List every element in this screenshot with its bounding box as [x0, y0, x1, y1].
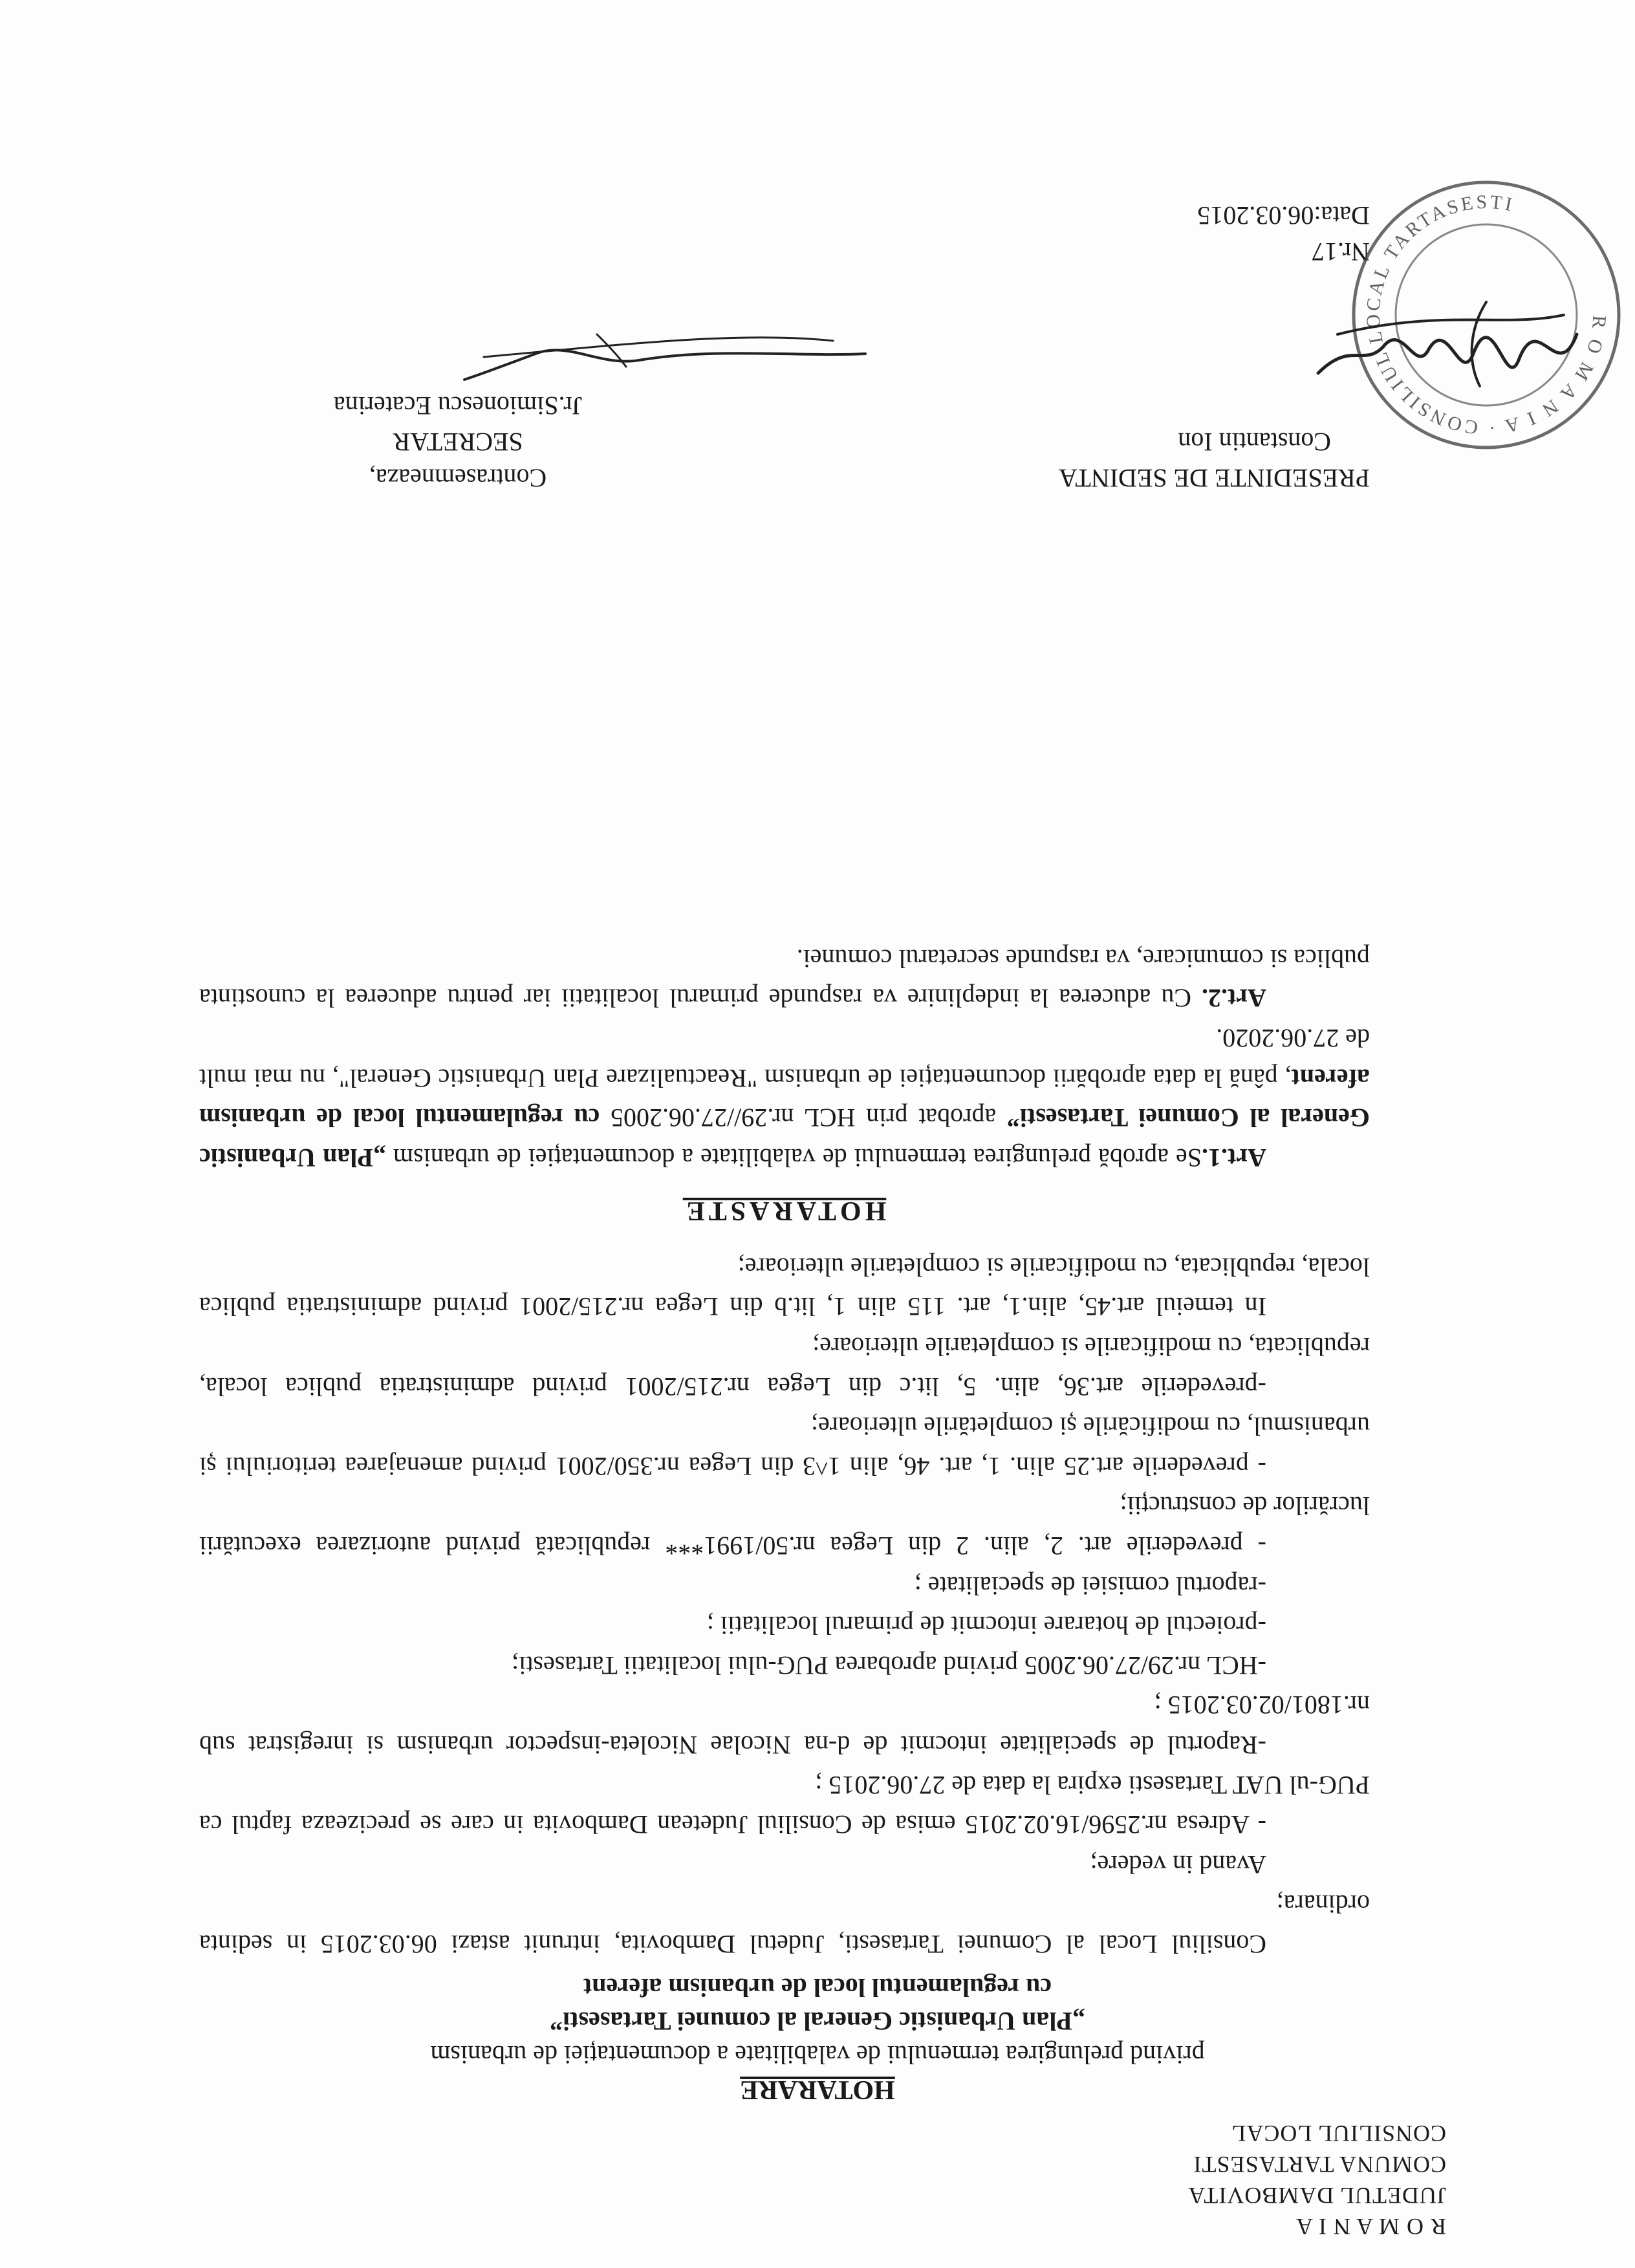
considerant-item: -HCL nr.29/27.06.2005 privind aprobarea PUG-ului localitatii Tartasesti;: [512, 1650, 1266, 1680]
considerant-item: - Adresa nr.2596/16.02.2015 emisa de Consiliul Judetean Dambovita in care se precizeaza faptul ca PUG-ul UAT Tartasesti expira la data de 27.06.2015 ;: [199, 1770, 1370, 1840]
president-signature: [1059, 424, 1370, 496]
article-1-text-c: , până la data aprobării documentației de urbanism "Reactualizare Plan Urbanistic General", nu mai mult de 27.06.2020.: [199, 1023, 1370, 1093]
secretary-signature: [290, 387, 626, 496]
secretary-handwritten-signature: [458, 315, 872, 393]
legal-basis: In temeiul art.45, alin.1, art. 115 alin 1, lit.b din Legea nr.215/2001 privind administratia publica locala, republicata, cu modificarile si completarile ulterioare;: [199, 1252, 1370, 1322]
header-country: R O M A N I A: [1295, 2214, 1446, 2240]
article-2: [199, 938, 1370, 1018]
considerant-item: -proiectul de hotarare intocmit de primarul localitatii ;: [706, 1611, 1266, 1641]
header-council: CONSILIUL LOCAL: [1231, 2121, 1446, 2146]
considerant-item: -raportul comisiei de specialitate ;: [914, 1571, 1266, 1601]
article-1-plan-name: „Plan Urbanistic General al Comunei Tartasesti”: [199, 1103, 1370, 1172]
countersign-label: Contrasemneaza,: [369, 464, 547, 493]
article-1-regulation: cu regulamentul local de urbanism aferent: [199, 1063, 1370, 1133]
president-name: Constantin Ion: [1178, 427, 1331, 457]
considerant-item: -Raportul de specialitate intocmit de d-na Nicolae Nicoleta-inspector urbanism si inregistrat sub nr.1801/02.03.2015 ;: [199, 1690, 1370, 1760]
decision-title-block: [0, 1971, 1635, 2106]
considerant-item: -prevederile art.36, alin. 5, lit.c din Legea nr.215/2001 privind administratia publica locala, republicata, cu modificarile si completarile ulterioare;: [199, 1332, 1370, 1401]
secretary-name: Jr.Simionescu Ecaterina: [333, 391, 583, 420]
considerant-item: - prevederile art.25 alin. 1, art. 46, alin 1^3 din Legea nr.350/2001 privind amenajarea teritoriului și urbanismul, cu modificările și completările ulterioare;: [199, 1412, 1370, 1481]
stamp-ring-text: R O M A N I A · CONSILIUL LOCAL TARTASESTI: [1362, 191, 1610, 439]
article-2-text: Cu aducerea la indeplinire va raspunde primarul localitatii iar pentru aducerea la cunostinta publica si comunicare, va raspunde secretarul comunei.: [199, 944, 1370, 1013]
header-county: JUDETUL DAMBOVITA: [1187, 2183, 1446, 2209]
registration-number: Nr.17: [1312, 237, 1370, 266]
article-1-label: Art.1.: [1202, 1143, 1266, 1172]
article-1-text-a: Se aprobă prelungirea termenului de valabilitate a documentației de urbanism: [385, 1143, 1202, 1172]
considerant-item: - prevederile art. 2, alin. 2 din Legea nr.50/1991*** republicată privind autorizarea executării lucrărilor de construcții;: [199, 1491, 1370, 1561]
decision-subject-line2: „Plan Urbanistic General al comunei Tartasesti”: [550, 2007, 1085, 2036]
article-2-label: Art.2.: [1202, 984, 1266, 1013]
article-1: [199, 1018, 1370, 1177]
registration-date: Data:06.03.2015: [1197, 201, 1370, 230]
decision-body: [199, 938, 1370, 1964]
institution-header: [1187, 2118, 1446, 2242]
decision-heading: HOTARARE: [740, 2075, 895, 2104]
article-1-text-b: aprobat prin HCL nr.29//27.06.2005: [600, 1103, 1007, 1133]
decision-subject-line1: privind prelungirea termenului de valabilitate a documentației de urbanism: [430, 2040, 1205, 2069]
president-title: PRESEDINTE DE SEDINTA: [1058, 464, 1370, 493]
intro-paragraph: Consiliul Local al Comunei Tartasesti, Judetul Dambovita, intrunit astazi 06.03.2015 in sedinta ordinara;: [199, 1890, 1370, 1959]
decision-subject-line3: cu regulamentul local de urbanism aferent: [583, 1973, 1052, 2002]
president-handwritten-signature: [1312, 283, 1583, 412]
having-in-view: Avand in vedere;: [1090, 1850, 1266, 1879]
decides-heading: HOTARASTE: [682, 1196, 887, 1226]
header-commune: COMUNA TARTASESTI: [1193, 2152, 1446, 2177]
secretary-title: SECRETAR: [393, 427, 523, 457]
